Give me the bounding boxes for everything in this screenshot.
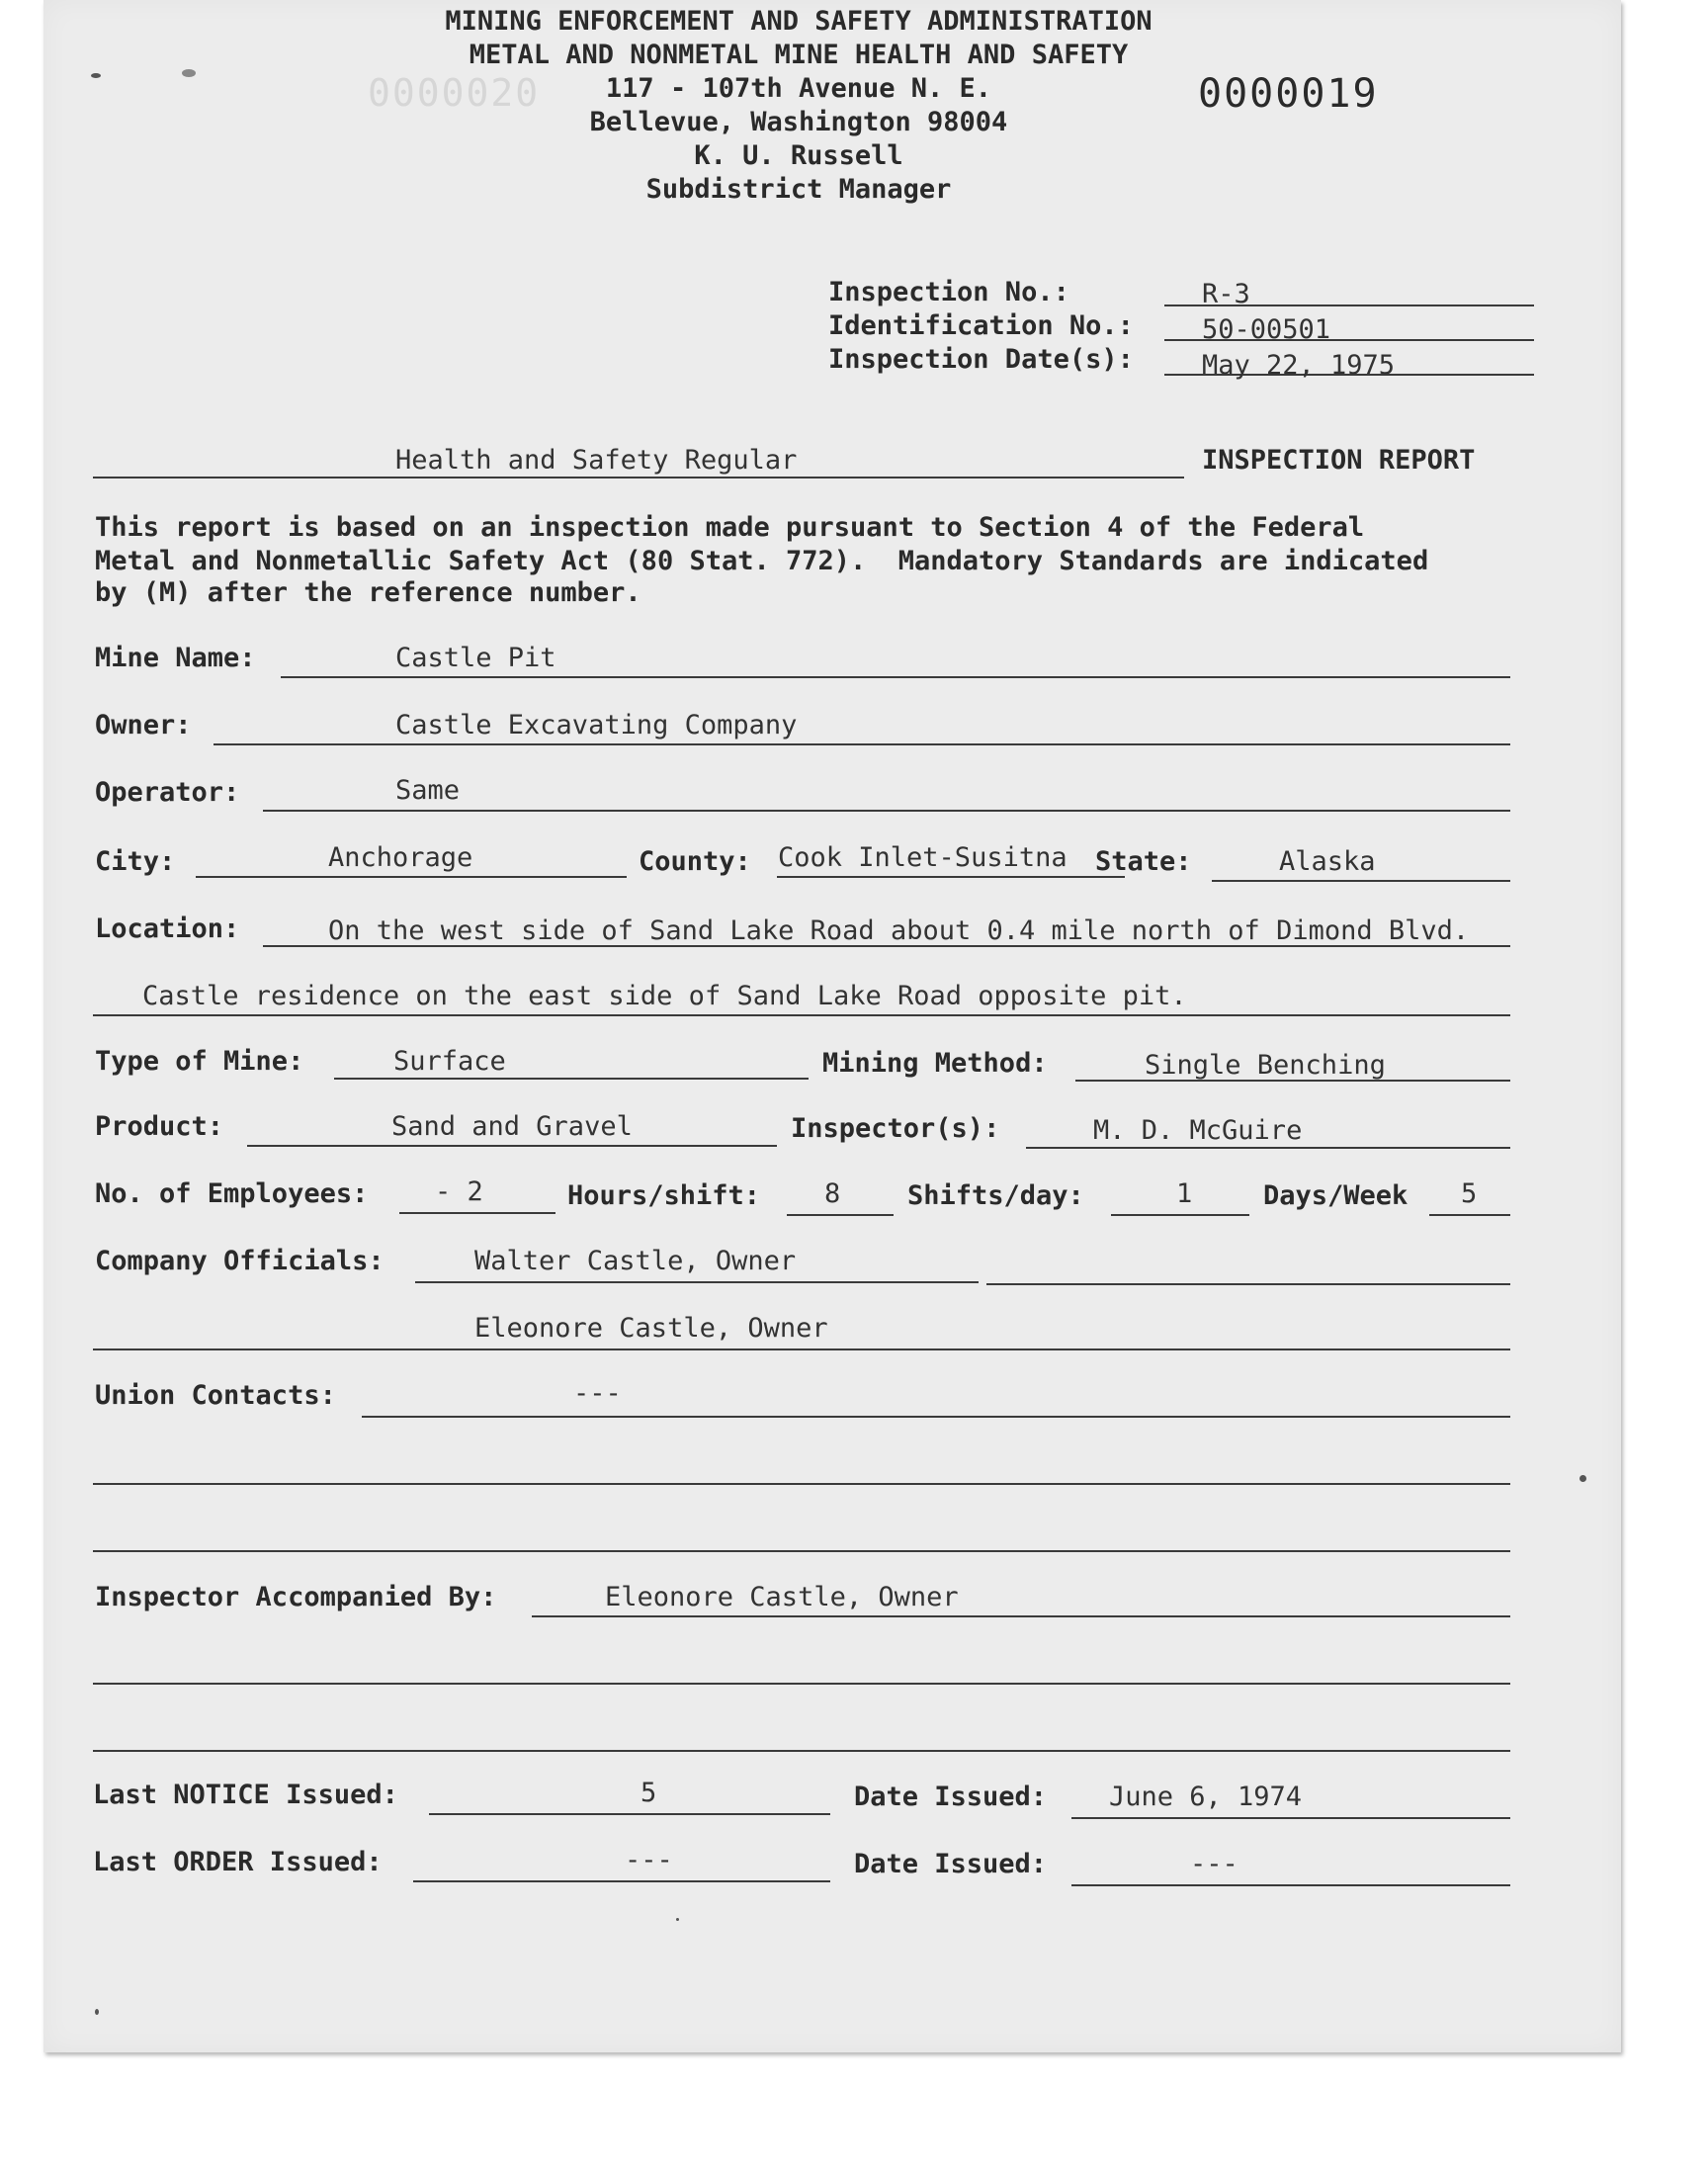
accompanied-value: Eleonore Castle, Owner [605,1582,959,1612]
officials-line-1a [415,1281,979,1283]
type-of-mine-label: Type of Mine: [95,1046,304,1077]
city-value: Anchorage [328,842,473,873]
scan-speck [91,73,101,78]
identification-no-label: Identification No.: [828,310,1134,341]
city-label: City: [95,846,176,877]
order-date-line [1071,1884,1510,1886]
county-label: County: [639,846,751,877]
inspection-no-label: Inspection No.: [828,277,1069,307]
employees-value: - 2 [435,1176,483,1207]
last-order-line [413,1880,830,1882]
accompanied-line-3 [93,1750,1510,1752]
notice-date-line [1071,1817,1510,1819]
hours-line [787,1214,894,1216]
header-city: Bellevue, Washington 98004 [589,107,1008,137]
type-of-mine-line [334,1078,809,1080]
report-title: INSPECTION REPORT [1202,445,1476,476]
notice-date-value: June 6, 1974 [1109,1782,1303,1812]
mining-method-value: Single Benching [1145,1050,1386,1081]
union-line-1 [362,1416,1510,1418]
header-address: 117 - 107th Avenue N. E. [605,73,992,104]
order-date-value: --- [1190,1849,1238,1879]
county-line [777,876,1125,878]
union-value: --- [573,1378,622,1409]
officials-line-2 [93,1348,1510,1350]
days-value: 5 [1461,1178,1478,1209]
product-label: Product: [95,1111,224,1142]
accompanied-line-2 [93,1683,1510,1685]
official-2-value: Eleonore Castle, Owner [474,1313,828,1344]
union-line-3 [93,1550,1510,1552]
report-type-value: Health and Safety Regular [395,445,798,476]
mine-name-label: Mine Name: [95,643,256,673]
mining-method-label: Mining Method: [822,1048,1048,1079]
mine-name-value: Castle Pit [395,643,556,673]
mine-name-line [281,676,1510,678]
last-notice-line [429,1813,830,1815]
shifts-value: 1 [1176,1178,1193,1209]
scan-speck [1580,1475,1586,1482]
days-label: Days/Week [1263,1180,1409,1211]
location-line-2 [93,1014,1510,1016]
union-label: Union Contacts: [95,1380,336,1411]
state-value: Alaska [1279,846,1376,877]
scan-speck [676,1918,679,1921]
inspectors-line [1026,1147,1510,1149]
scan-speck [182,69,196,77]
ghost-document-number: 0000020 [368,71,541,115]
intro-line-1: This report is based on an inspection made pursuant to Section 4 of the Federal [95,512,1365,543]
city-line [196,876,627,878]
header-agency: MINING ENFORCEMENT AND SAFETY ADMINISTRATION [445,6,1153,37]
header-division: METAL AND NONMETAL MINE HEALTH AND SAFETY [469,40,1129,70]
scan-speck [95,2009,99,2015]
last-notice-value: 5 [640,1778,657,1808]
owner-value: Castle Excavating Company [395,710,798,740]
officials-label: Company Officials: [95,1246,384,1276]
document-number-stamp: 0000019 [1198,71,1379,117]
officials-line-1b [986,1283,1510,1285]
location-label: Location: [95,914,240,944]
product-line [247,1145,777,1147]
order-date-label: Date Issued: [854,1849,1048,1879]
last-order-label: Last ORDER Issued: [93,1847,383,1877]
official-1-value: Walter Castle, Owner [474,1246,797,1276]
inspection-dates-value: May 22, 1975 [1202,350,1396,381]
last-order-value: --- [625,1845,673,1875]
notice-date-label: Date Issued: [854,1782,1048,1812]
days-line [1429,1214,1510,1216]
state-label: State: [1095,846,1192,877]
last-notice-label: Last NOTICE Issued: [93,1780,398,1810]
inspection-dates-label: Inspection Date(s): [828,344,1134,375]
type-of-mine-value: Surface [393,1046,506,1077]
intro-line-3: by (M) after the reference number. [95,577,641,608]
owner-line [214,743,1510,745]
hours-value: 8 [824,1178,841,1209]
document-page [43,0,1621,2052]
accompanied-line-1 [532,1615,1510,1617]
hours-label: Hours/shift: [567,1180,761,1211]
header-manager: K. U. Russell [694,140,903,171]
inspection-no-value: R-3 [1202,279,1250,309]
shifts-line [1111,1214,1249,1216]
operator-label: Operator: [95,777,240,808]
header-manager-title: Subdistrict Manager [645,174,952,205]
shifts-label: Shifts/day: [907,1180,1084,1211]
owner-label: Owner: [95,710,192,740]
inspectors-label: Inspector(s): [791,1113,1000,1144]
location-value-1: On the west side of Sand Lake Road about 0.4 mile north of Dimond Blvd. [328,915,1470,946]
identification-no-value: 50-00501 [1202,314,1331,345]
inspectors-value: M. D. McGuire [1093,1115,1303,1146]
operator-value: Same [395,775,461,806]
operator-line [263,810,1510,812]
product-value: Sand and Gravel [391,1111,633,1142]
county-value: Cook Inlet-Susitna [778,842,1068,873]
intro-line-2: Metal and Nonmetallic Safety Act (80 Stat. 772). Mandatory Standards are indicated [95,546,1429,576]
employees-line [399,1212,555,1214]
report-type-line [93,477,1184,478]
union-line-2 [93,1483,1510,1485]
accompanied-label: Inspector Accompanied By: [95,1582,497,1612]
state-line [1212,880,1510,882]
employees-label: No. of Employees: [95,1178,369,1209]
location-value-2: Castle residence on the east side of Sand Lake Road opposite pit. [142,981,1187,1011]
